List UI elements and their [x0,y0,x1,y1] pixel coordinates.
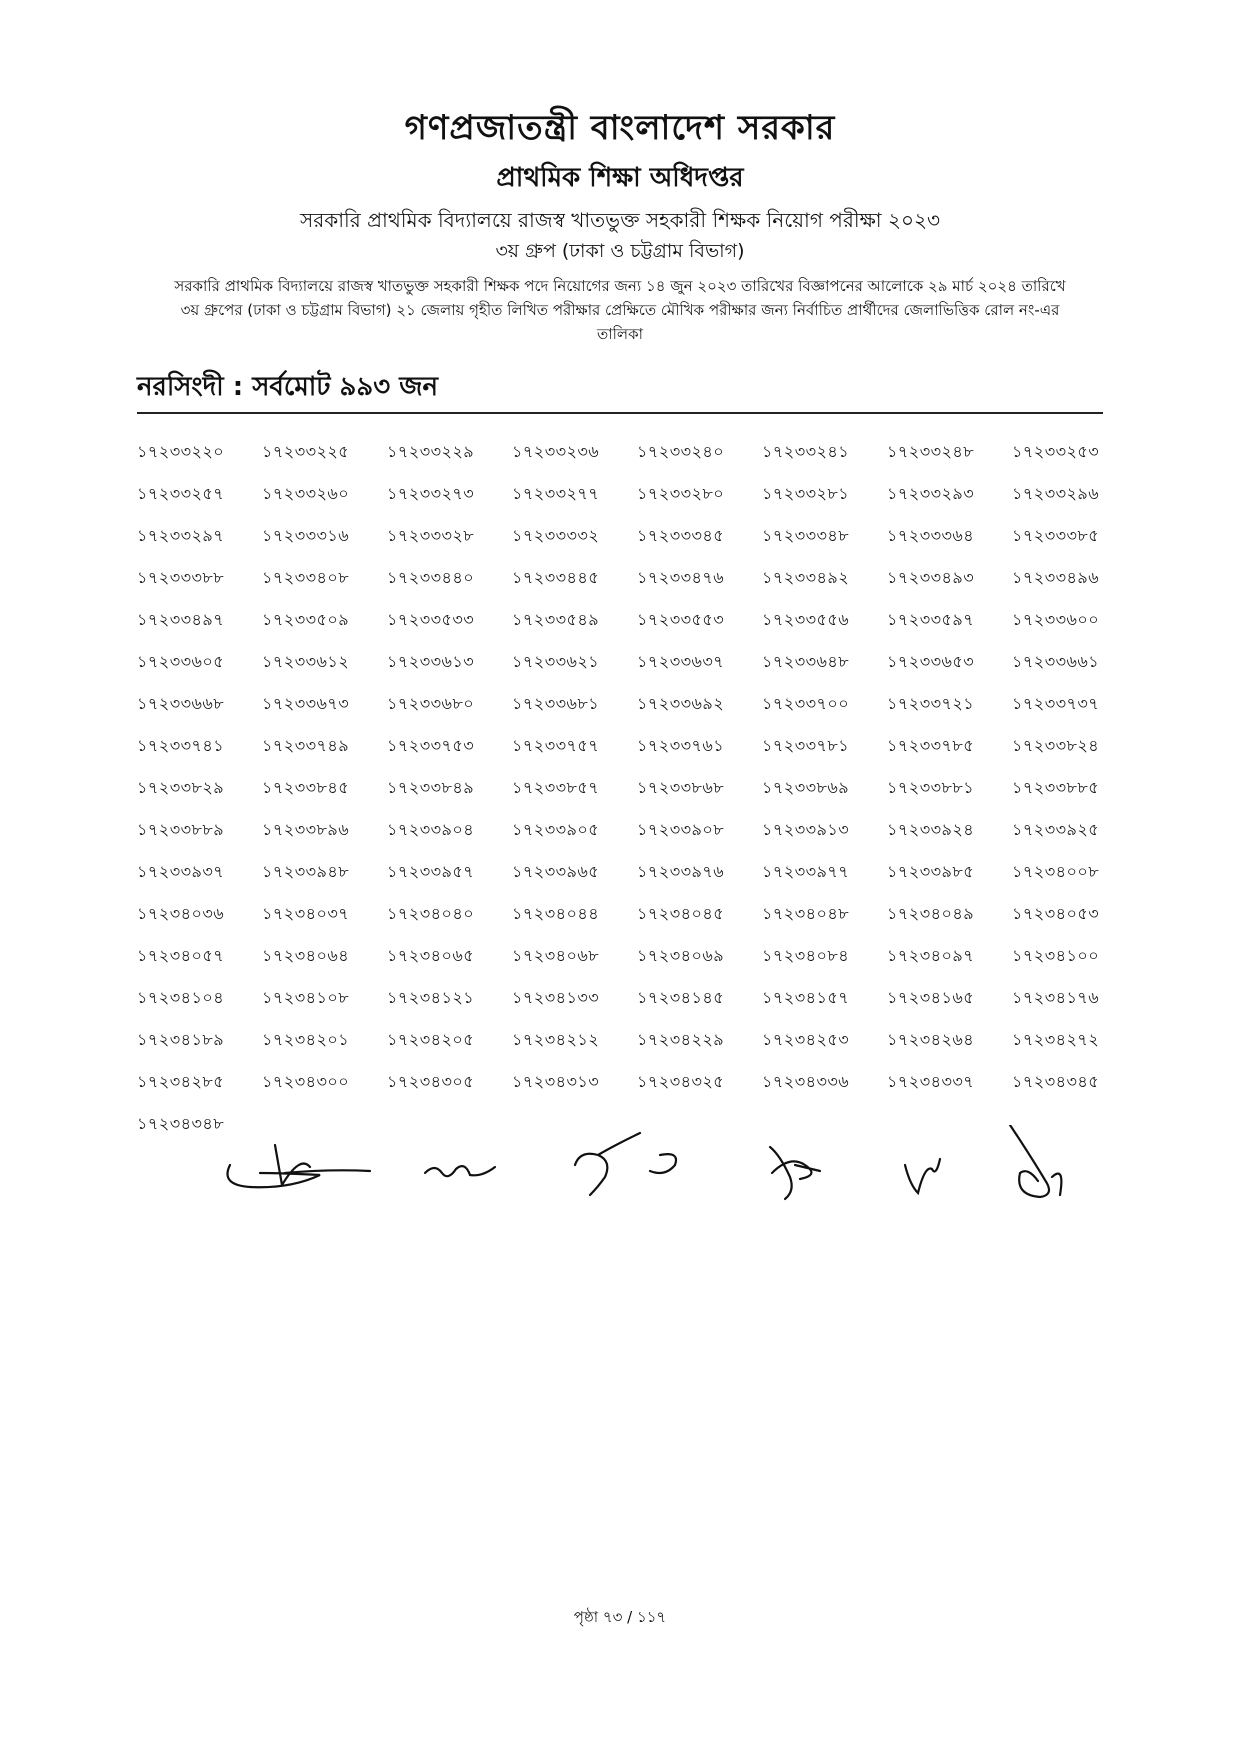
roll-number: ১৭২৩৩২৭৩ [387,484,475,503]
roll-number: ১৭২৩৩৮৮৫ [1012,778,1100,797]
roll-number: ১৭২৩৩৯০৮ [637,820,725,839]
roll-number: ১৭২৩৩২৪৮ [887,442,975,461]
roll-number: ১৭২৩৪০৪৫ [637,904,725,923]
roll-number: ১৭২৩৩৪৪০ [387,568,475,587]
roll-number: ১৭২৩৩৫০৯ [262,610,350,629]
roll-number: ১৭২৩৩২৪০ [637,442,725,461]
roll-number: ১৭২৩৩৩৮৮ [137,568,225,587]
roll-number: ১৭২৩৪১৭৬ [1012,988,1100,1007]
roll-number: ১৭২৩৩৯৬৫ [512,862,600,881]
roll-number: ১৭২৩৩৮৪৯ [387,778,475,797]
roll-number: ১৭২৩৩৩৪৮ [762,526,850,545]
roll-number: ১৭২৩৪১০৮ [262,988,350,1007]
roll-number: ১৭২৩৩২৯৩ [887,484,975,503]
roll-number: ১৭২৩৩৩৩২ [512,526,600,545]
roll-number: ১৭২৩৪০৪০ [387,904,475,923]
group-title: ৩য় গ্রুপ (ঢাকা ও চট্টগ্রাম বিভাগ) [495,240,745,262]
roll-number: ১৭২৩৪২৭২ [1012,1030,1100,1049]
roll-number: ১৭২৩৪২০৫ [387,1030,475,1049]
roll-number: ১৭২৩৩৬০৫ [137,652,225,671]
roll-number: ১৭২৩৩৪৯৩ [887,568,975,587]
roll-number: ১৭২৩৩২৬০ [262,484,350,503]
roll-number: ১৭২৩৩৮৯৬ [262,820,350,839]
roll-number: ১৭২৩৩২২৯ [387,442,475,461]
roll-number: ১৭২৩৪০৪৮ [762,904,850,923]
roll-number: ১৭২৩৪২২৯ [637,1030,725,1049]
header [0,100,1240,346]
roll-number: ১৭২৩৩৯৮৫ [887,862,975,881]
roll-number: ১৭২৩৪৩১৩ [512,1072,600,1091]
roll-number: ১৭২৩৪২৬৪ [887,1030,975,1049]
roll-number: ১৭২৩৩৩২৮ [387,526,475,545]
roll-number: ১৭২৩৩৯৭৬ [637,862,725,881]
roll-number: ১৭২৩৪১২১ [387,988,475,1007]
district-heading: নরসিংদী : সর্বমোট ৯৯৩ জন [137,372,438,402]
roll-number: ১৭২৩৩৭৬১ [637,736,725,755]
roll-number: ১৭২৩৩৯০৫ [512,820,600,839]
roll-number: ১৭২৩৩২৭৭ [512,484,600,503]
roll-number: ১৭২৩৩২৯৭ [137,526,225,545]
roll-number: ১৭২৩৩৪৪৫ [512,568,600,587]
roll-number: ১৭২৩৪০৩৬ [137,904,225,923]
roll-number: ১৭২৩৩৮৬৮ [637,778,725,797]
roll-number: ১৭২৩৩৩৪৫ [637,526,725,545]
roll-number: ১৭২৩৪২৮৫ [137,1072,225,1091]
roll-number: ১৭২৩৩৪৯৬ [1012,568,1100,587]
roll-number: ১৭২৩৪৩৩৬ [762,1072,850,1091]
roll-number: ১৭২৩৩৮৫৭ [512,778,600,797]
roll-number: ১৭২৩৩৮৮১ [887,778,975,797]
roll-number: ১৭২৩৩২৫৩ [1012,442,1100,461]
roll-number: ১৭২৩৩৭৪১ [137,736,225,755]
roll-number: ১৭২৩৩৩৬৪ [887,526,975,545]
roll-number: ১৭২৩৩২৯৬ [1012,484,1100,503]
roll-number: ১৭২৩৩৯৩৭ [137,862,225,881]
roll-number: ১৭২৩৩৫৯৭ [887,610,975,629]
roll-number: ১৭২৩৩২৩৬ [512,442,600,461]
roll-number: ১৭২৩৩৭৫৩ [387,736,475,755]
directorate-title: প্রাথমিক শিক্ষা অধিদপ্তর [496,163,744,193]
roll-number: ১৭২৩৪০৫৭ [137,946,225,965]
roll-number: ১৭২৩৪১০৪ [137,988,225,1007]
roll-number: ১৭২৩৪১৪৫ [637,988,725,1007]
roll-number: ১৭২৩৩৬৩৭ [637,652,725,671]
roll-number: ১৭২৩৩৯২৫ [1012,820,1100,839]
roll-number: ১৭২৩৪৩২৫ [637,1072,725,1091]
roll-number: ১৭২৩৪১৬৫ [887,988,975,1007]
roll-number: ১৭২৩৩৭৪৯ [262,736,350,755]
roll-number: ১৭২৩৪২৫৩ [762,1030,850,1049]
roll-number: ১৭২৩৩৮২৯ [137,778,225,797]
roll-number: ১৭২৩৪০৪৪ [512,904,600,923]
roll-number: ১৭২৩৪০৬৫ [387,946,475,965]
roll-number: ১৭২৩৪০৩৭ [262,904,350,923]
roll-number: ১৭২৩৩৮২৪ [1012,736,1100,755]
roll-number: ১৭২৩৪৩০৫ [387,1072,475,1091]
roll-number: ১৭২৩৪০৬৮ [512,946,600,965]
government-title: গণপ্রজাতন্ত্রী বাংলাদেশ সরকার [404,108,836,148]
roll-number: ১৭২৩৪২১২ [512,1030,600,1049]
roll-number: ১৭২৩৩৯২৪ [887,820,975,839]
roll-number: ১৭২৩৩৯০৪ [387,820,475,839]
signatures-image [220,1125,1100,1205]
roll-number: ১৭২৩৩৯৭৭ [762,862,850,881]
roll-number-grid [137,440,1137,1154]
roll-number: ১৭২৩৩৪৭৬ [637,568,725,587]
page-number: পৃষ্ঠা ৭৩ / ১১৭ [573,1608,667,1626]
roll-number: ১৭২৩৩৬১৩ [387,652,475,671]
roll-number: ১৭২৩৪৩৪৫ [1012,1072,1100,1091]
roll-number: ১৭২৩৪০৬৯ [637,946,725,965]
roll-number: ১৭২৩৩২৪১ [762,442,850,461]
roll-number: ১৭২৩৩৬৫৩ [887,652,975,671]
roll-number: ১৭২৩৪২০১ [262,1030,350,1049]
roll-number: ১৭২৩৩৩১৬ [262,526,350,545]
roll-number: ১৭২৩৩৩৮৫ [1012,526,1100,545]
roll-number: ১৭২৩৪১৮৯ [137,1030,225,1049]
roll-number: ১৭২৩৩৬৭৩ [262,694,350,713]
roll-number: ১৭২৩৩৬১২ [262,652,350,671]
roll-number: ১৭২৩৩৫৫৬ [762,610,850,629]
roll-number: ১৭২৩৩৯৫৭ [387,862,475,881]
roll-number: ১৭২৩৩৬০০ [1012,610,1100,629]
roll-number: ১৭২৩৩৮৪৫ [262,778,350,797]
roll-number: ১৭২৩৩৫৫৩ [637,610,725,629]
notice-text: সরকারি প্রাথমিক বিদ্যালয়ে রাজস্ব খাতভুক্ত সহকারী শিক্ষক পদে নিয়োগের জন্য ১৪ জুন ২০২৩ তারিখের বিজ্ঞাপনের আলোকে ২৯ মার্চ ২০২৪ তারিখে ৩য় গ্রুপের (ঢাকা ও চট্টগ্রাম বিভাগ) ২১ জেলায় গৃহীত লিখিত পরীক্ষার প্রেক্ষিতে মৌখিক পরীক্ষার জন্য নির্বাচিত প্রার্থীদের জেলাভিত্তিক রোল নং-এর তালিকা [174,277,1066,343]
roll-number: ১৭২৩৩৮৮৯ [137,820,225,839]
roll-number: ১৭২৩৪১০০ [1012,946,1100,965]
roll-number: ১৭২৩৪৩০০ [262,1072,350,1091]
roll-number: ১৭২৩৪৩৪৮ [137,1114,225,1133]
roll-number: ১৭২৩৩৬৮১ [512,694,600,713]
roll-number: ১৭২৩৩৫৩৩ [387,610,475,629]
roll-number: ১৭২৩৩৭২১ [887,694,975,713]
roll-number: ১৭২৩৪০৪৯ [887,904,975,923]
roll-number: ১৭২৩৩২৫৭ [137,484,225,503]
roll-number: ১৭২৩৩২৮১ [762,484,850,503]
roll-number: ১৭২৩৩৬৯২ [637,694,725,713]
roll-number: ১৭২৩৩৪৯৭ [137,610,225,629]
roll-number: ১৭২৩৪০৬৪ [262,946,350,965]
roll-number: ১৭২৩৪১৫৭ [762,988,850,1007]
roll-number: ১৭২৩৩৪০৮ [262,568,350,587]
roll-number: ১৭২৩৩২৮০ [637,484,725,503]
roll-number: ১৭২৩৩২২৫ [262,442,350,461]
roll-number: ১৭২৩৩৭৮১ [762,736,850,755]
roll-number: ১৭২৩৩৭৩৭ [1012,694,1100,713]
roll-number: ১৭২৩৪০৯৭ [887,946,975,965]
roll-number: ১৭২৩৩৫৪৯ [512,610,600,629]
roll-number: ১৭২৩৪০৫৩ [1012,904,1100,923]
roll-number: ১৭২৩৩৯১৩ [762,820,850,839]
exam-title: সরকারি প্রাথমিক বিদ্যালয়ে রাজস্ব খাতভুক্ত সহকারী শিক্ষক নিয়োগ পরীক্ষা ২০২৩ [300,208,940,232]
roll-number: ১৭২৩৪১৩৩ [512,988,600,1007]
roll-number: ১৭২৩৩৪৯২ [762,568,850,587]
roll-number: ১৭২৩৩৬৬৮ [137,694,225,713]
roll-number: ১৭২৩৩৭৮৫ [887,736,975,755]
roll-number: ১৭২৩৩৬৪৮ [762,652,850,671]
roll-number: ১৭২৩৪০০৮ [1012,862,1100,881]
roll-number: ১৭২৩৩৬৬১ [1012,652,1100,671]
roll-number: ১৭২৩৩৯৪৮ [262,862,350,881]
roll-number: ১৭২৩৪০৮৪ [762,946,850,965]
roll-number: ১৭২৩৪৩৩৭ [887,1072,975,1091]
roll-number: ১৭২৩৩৭৫৭ [512,736,600,755]
roll-number: ১৭২৩৩৭০০ [762,694,850,713]
roll-number: ১৭২৩৩৮৬৯ [762,778,850,797]
roll-number: ১৭২৩৩২২০ [137,442,225,461]
roll-number: ১৭২৩৩৬৮০ [387,694,475,713]
divider [137,412,1103,414]
roll-number: ১৭২৩৩৬২১ [512,652,600,671]
